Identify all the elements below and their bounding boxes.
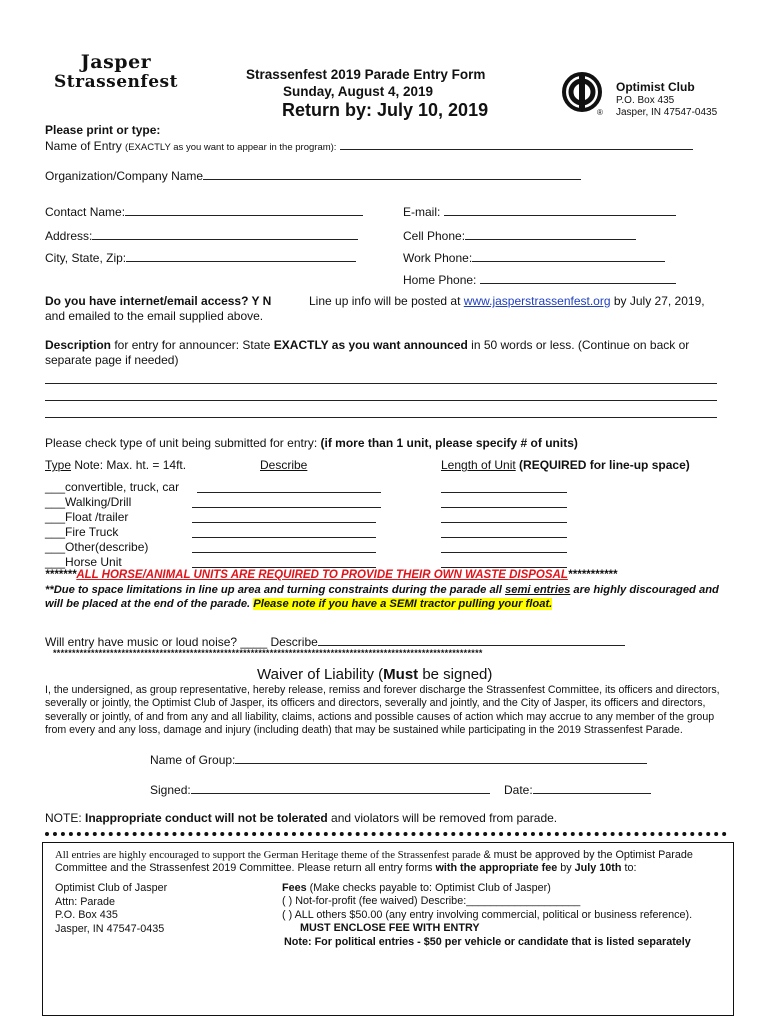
semi-warning-text-3: will be placed at the end of the parade. — [45, 598, 254, 610]
home-phone-label: Home Phone: — [403, 273, 477, 287]
unit-row-float[interactable] — [45, 510, 128, 524]
semi-warning-line-2 — [45, 598, 552, 610]
semi-tractor-note: Please note if you have a SEMI tractor pulling your float. — [253, 598, 553, 610]
semi-warning-line-1 — [45, 584, 719, 596]
website-link[interactable]: www.jasperstrassenfest.org — [463, 294, 611, 308]
cell-phone-label: Cell Phone: — [403, 229, 466, 243]
semi-warning-text-1: **Due to space limitations in line up area and turning constraints during the parade all — [45, 584, 506, 596]
unit-type-label: ___Walking/Drill — [45, 495, 132, 509]
length-line-2[interactable] — [441, 496, 567, 508]
mailing-address-line: Optimist Club of Jasper — [55, 882, 168, 894]
length-header — [441, 458, 690, 472]
unit-type-label: ___Other(describe) — [45, 540, 149, 554]
form-title: Strassenfest 2019 Parade Entry Form — [246, 67, 486, 82]
home-phone-field[interactable] — [403, 272, 676, 287]
footer-line-2-a: Committee and the Strassenfest 2019 Committee. Please return all entry forms — [55, 862, 436, 874]
describe-header: Describe — [260, 458, 308, 472]
unit-type-question — [45, 436, 578, 450]
lineup-info-post: by July 27, 2019, — [610, 294, 705, 308]
email-field[interactable] — [403, 204, 676, 219]
description-line-2[interactable] — [45, 389, 717, 401]
description-line-3[interactable] — [45, 406, 717, 418]
entry-name-field[interactable] — [45, 138, 693, 153]
fee-option-nonprofit[interactable]: ( ) Not-for-profit (fee waived) Describe:___________________ — [282, 895, 581, 907]
footer-line-1-serif: All entries are highly encouraged to support the German Heritage theme of the Strassenfest parade — [55, 849, 484, 861]
semi-entries-emphasis: semi entries — [505, 584, 571, 596]
music-question: Will entry have music or loud noise? ____ Describe — [45, 635, 318, 649]
fee-option-others[interactable]: ( ) ALL others $50.00 (any entry involving commercial, political or business reference). — [282, 909, 693, 921]
note-rest: and violators will be removed from parade. — [327, 811, 558, 825]
dotted-divider — [45, 832, 727, 840]
date-label: Date: — [504, 783, 533, 797]
club-name: Optimist Club — [616, 80, 695, 94]
footer-line-1-rest: & must be approved by the Optimist Parade — [483, 849, 693, 861]
email-label: E-mail: — [403, 205, 441, 219]
mailing-address — [55, 882, 167, 936]
footer-deadline: July 10th — [574, 862, 622, 874]
mailing-address-line: P.O. Box 435 — [55, 909, 118, 921]
semi-warning-text-2: are highly discouraged and — [570, 584, 719, 596]
unit-row-walking[interactable] — [45, 495, 131, 509]
internet-access-question[interactable]: Do you have internet/email access? Y N — [45, 294, 272, 308]
unit-row-other[interactable] — [45, 540, 148, 554]
jasper-strassenfest-logo — [52, 52, 180, 104]
star-separator: ***************************************************************************************************************** — [53, 648, 483, 658]
describe-line-2[interactable] — [192, 496, 381, 508]
unit-type-label: ___Float /trailer — [45, 510, 129, 524]
fees-label: Fees — [282, 882, 307, 894]
horse-warning-stars-post: *********** — [567, 569, 618, 581]
length-line-5[interactable] — [441, 541, 567, 553]
description-text-2: in 50 words or less. (Continue on back or — [467, 338, 690, 352]
entry-name-note: (EXACTLY as you want to appear in the program): — [125, 142, 337, 153]
unit-type-question-note: (if more than 1 unit, please specify # of units) — [320, 436, 578, 450]
address-field[interactable] — [45, 228, 358, 243]
footer-line-2 — [55, 862, 637, 874]
political-entry-note: Note: For political entries - $50 per vehicle or candidate that is listed separately — [284, 936, 691, 948]
parade-date: Sunday, August 4, 2019 — [283, 84, 434, 99]
entry-name-label: Name of Entry — [45, 139, 122, 153]
length-line-4[interactable] — [441, 526, 567, 538]
club-address-2: Jasper, IN 47547-0435 — [616, 107, 718, 118]
unit-row-horse[interactable] — [45, 555, 122, 569]
type-note: Note: Max. ht. = 14ft. — [71, 458, 187, 472]
address-label: Address: — [45, 229, 93, 243]
unit-type-question-text: Please check type of unit being submitted for entry: — [45, 436, 321, 450]
must-enclose-fee: MUST ENCLOSE FEE WITH ENTRY — [300, 922, 480, 934]
describe-line-4[interactable] — [192, 526, 376, 538]
work-phone-field[interactable] — [403, 250, 665, 265]
description-instruction-line-2: separate page if needed) — [45, 353, 179, 367]
unit-type-label: ___Horse Unit — [45, 555, 122, 569]
contact-name-field[interactable] — [45, 204, 363, 219]
length-line-3[interactable] — [441, 511, 567, 523]
horse-warning-text: ALL HORSE/ANIMAL UNITS ARE REQUIRED TO PROVIDE THEIR OWN WASTE DISPOSAL — [76, 569, 568, 581]
note-prefix: NOTE: — [45, 811, 86, 825]
footer-line-2-c: by — [557, 862, 575, 874]
optimist-logo-icon — [562, 72, 602, 114]
describe-line-1[interactable] — [197, 481, 381, 493]
horse-warning-stars-pre: ******* — [45, 569, 77, 581]
footer-line-1 — [55, 849, 693, 861]
describe-line-5[interactable] — [192, 541, 376, 553]
organization-field[interactable] — [45, 168, 581, 183]
description-line-1[interactable] — [45, 372, 717, 384]
length-label: Length of Unit — [441, 458, 516, 472]
description-instruction — [45, 338, 689, 352]
logo-line-1: Jasper — [80, 51, 152, 73]
type-header — [45, 458, 186, 472]
fees-note: (Make checks payable to: Optimist Club of Jasper) — [306, 882, 551, 894]
length-line-1[interactable] — [441, 481, 567, 493]
lineup-info-line-2: and emailed to the email supplied above. — [45, 309, 264, 323]
fees-header — [282, 882, 551, 894]
type-label: Type — [45, 458, 72, 472]
footer-fee-emphasis: with the appropriate fee — [435, 862, 558, 874]
print-instruction: Please print or type: — [45, 123, 161, 137]
mailing-address-line: Attn: Parade — [55, 895, 116, 908]
city-state-zip-field[interactable] — [45, 250, 356, 265]
unit-type-label: ___Fire Truck — [45, 525, 119, 539]
date-field[interactable] — [504, 782, 651, 797]
registered-mark: ® — [597, 108, 603, 117]
horse-waste-warning — [45, 569, 617, 581]
describe-line-3[interactable] — [192, 511, 376, 523]
footer-line-2-e: to: — [621, 862, 637, 874]
contact-name-label: Contact Name: — [45, 205, 126, 219]
lineup-info — [309, 294, 705, 308]
waiver-title-a: Waiver of Liability ( — [257, 666, 384, 683]
group-name-label: Name of Group: — [150, 753, 236, 767]
organization-label: Organization/Company Name — [45, 169, 204, 183]
conduct-note — [45, 811, 557, 825]
unit-row-convertible[interactable] — [45, 480, 179, 494]
club-address-1: P.O. Box 435 — [616, 95, 675, 106]
description-label: Description — [45, 338, 112, 352]
signed-label: Signed: — [150, 783, 191, 797]
music-field[interactable] — [45, 634, 625, 649]
mailing-address-line: Jasper, IN 47547-0435 — [55, 922, 165, 935]
description-emphasis: EXACTLY as you want announced — [273, 338, 468, 352]
unit-row-fire-truck[interactable] — [45, 525, 118, 539]
unit-type-label: ___convertible, truck, car — [45, 480, 180, 494]
length-note: (REQUIRED for line-up space) — [515, 458, 690, 472]
waiver-title-must: Must — [383, 666, 419, 683]
describe-line-6[interactable] — [192, 556, 376, 568]
length-line-6[interactable] — [441, 556, 567, 568]
lineup-info-pre: Line up info will be posted at — [309, 294, 464, 308]
description-text-1: for entry for announcer: State — [111, 338, 274, 352]
waiver-title-c: be signed) — [418, 666, 493, 683]
note-emphasis: Inappropriate conduct will not be tolerated — [85, 811, 328, 825]
waiver-text: I, the undersigned, as group representative, hereby release, remiss and forever discharge the Strassenfest Committee, its officers and directors, severally or jointly, the Optimist Club of Jasper, its officers and directors, severally and jointly, and the City of Jasper, its officers and directors, severally or jointly, of and from any and all liability, claims, actions and possible causes of action which may accrue to any member of the group from every and any loss, damage and injury (including death) that may be sustained while participating in the 2019 Strassenfest Parade. — [45, 684, 720, 737]
cell-phone-field[interactable] — [403, 228, 636, 243]
group-name-field[interactable] — [150, 752, 647, 767]
waiver-title — [257, 666, 492, 683]
work-phone-label: Work Phone: — [403, 251, 473, 265]
logo-line-2: Strassenfest — [54, 72, 178, 92]
signature-field[interactable] — [150, 782, 490, 797]
return-by: Return by: July 10, 2019 — [282, 100, 489, 120]
city-state-zip-label: City, State, Zip: — [45, 251, 127, 265]
